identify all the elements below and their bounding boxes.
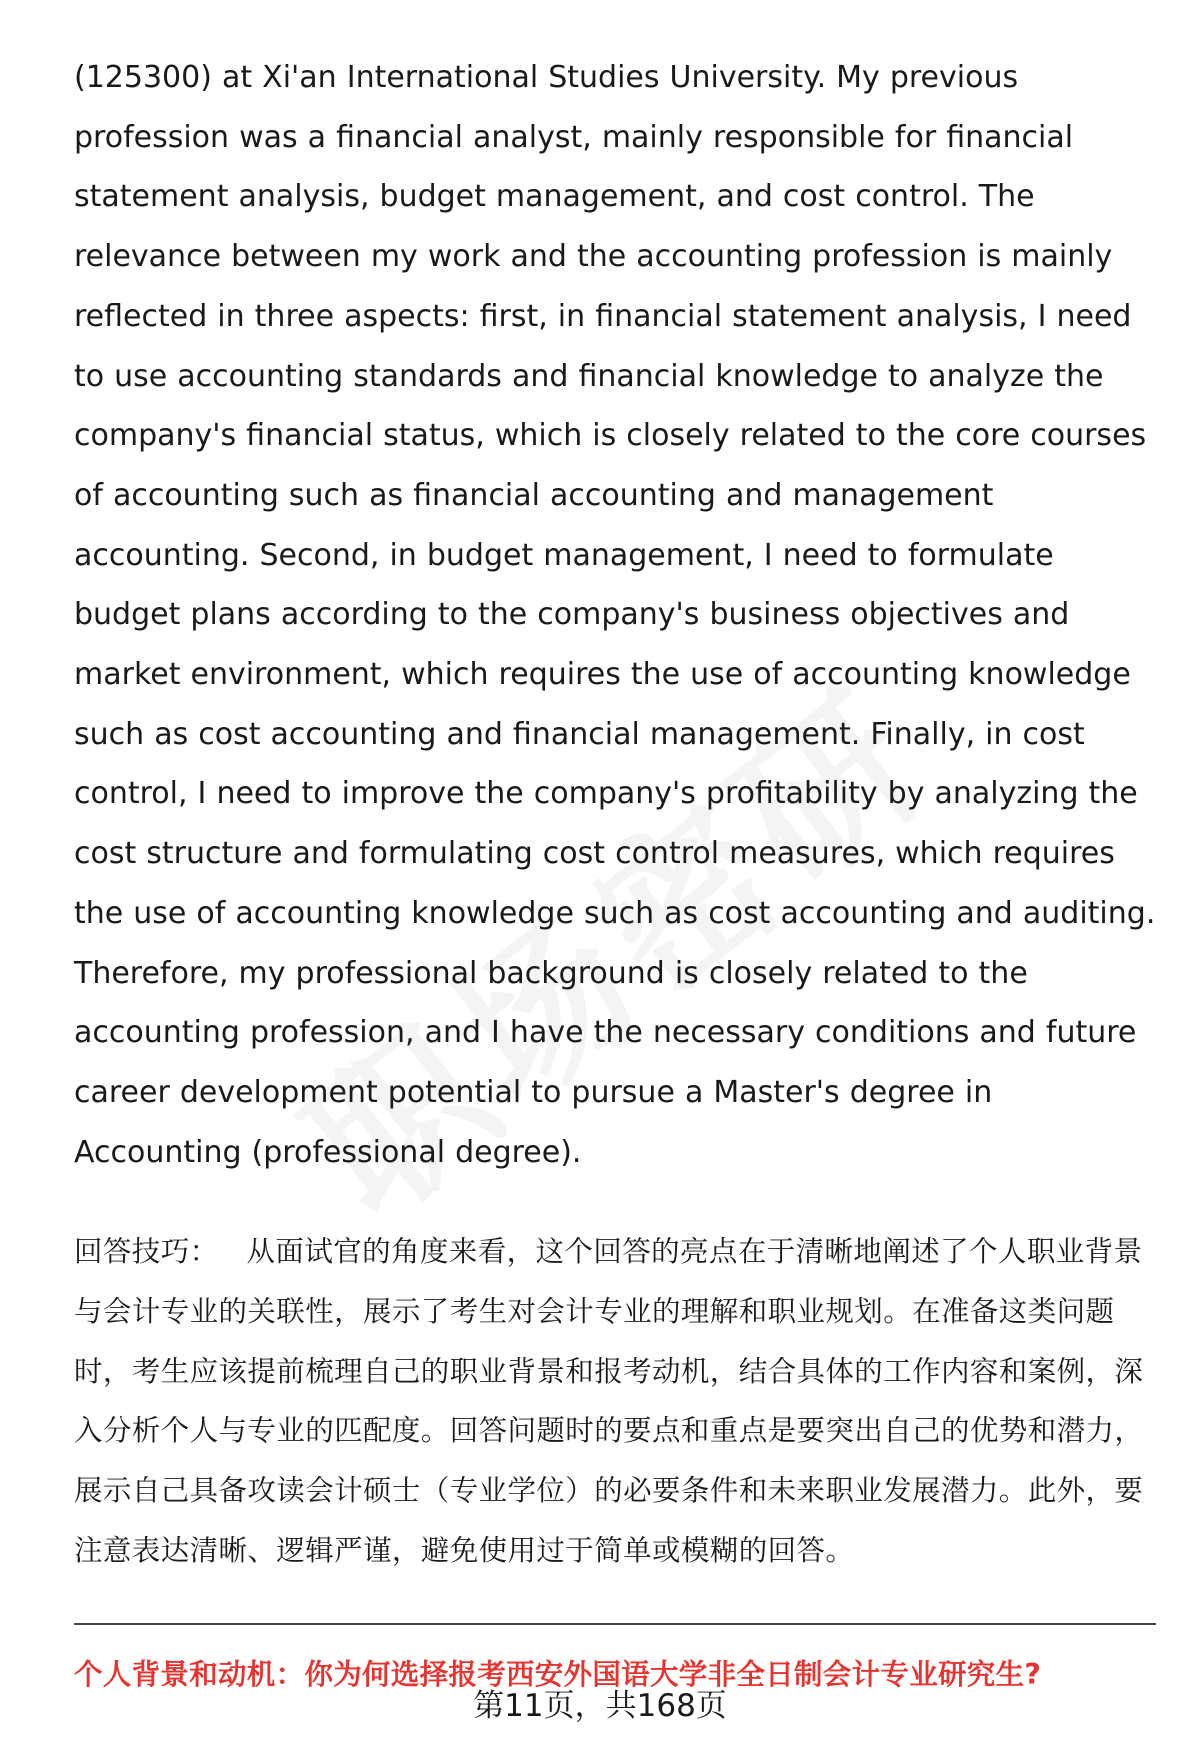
tips-label: 回答技巧： xyxy=(74,1235,219,1269)
next-question-heading: 个人背景和动机：你为何选择报考西安外国语大学非全日制会计专业研究生? xyxy=(74,1657,1042,1691)
answer-tips xyxy=(74,1222,1164,1580)
document-page xyxy=(74,48,1164,1695)
tips-text: 从面试官的角度来看，这个回答的亮点在于清晰地阐述了个人职业背景与会计专业的关联性，展示了考生对会计专业的理解和职业规划。在准备这类问题时，考生应该提前梳理自己的职业背景和报考动机，结合具体的工作内容和案例，深入分析个人与专业的匹配度。回答问题时的要点和重点是要突出自己的优势和潜力，展示自己具备攻读会计硕士（专业学位）的必要条件和未来职业发展潜力。此外，要注意表达清晰、逻辑严谨，避免使用过于简单或模糊的回答。 xyxy=(74,1235,1144,1567)
section-divider xyxy=(74,1623,1156,1625)
page-number: 第11页，共168页 xyxy=(473,1688,727,1724)
answer-paragraph: (125300) at Xi'an International Studies University. My previous profession was a financial analyst, mainly responsible for financial statement analysis, budget management, and cost control. The relevance between my work and the accounting profession is mainly reflected in three aspects: first, in financial statement analysis, I need to use accounting standards and financial knowledge to analyze the company's financial status, which is closely related to the core courses of accounting such as financial accounting and management accounting. Second, in budget management, I need to formulate budget plans according to the company's business objectives and market environment, which requires the use of accounting knowledge such as cost accounting and financial management. Finally, in cost control, I need to improve the company's profitability by analyzing the cost structure and formulating cost control measures, which requires the use of accounting knowledge such as cost accounting and auditing. Therefore, my professional background is closely related to the accounting profession, and I have the necessary conditions and future career development potential to pursue a Master's degree in Accounting (professional degree). xyxy=(74,60,1156,1170)
